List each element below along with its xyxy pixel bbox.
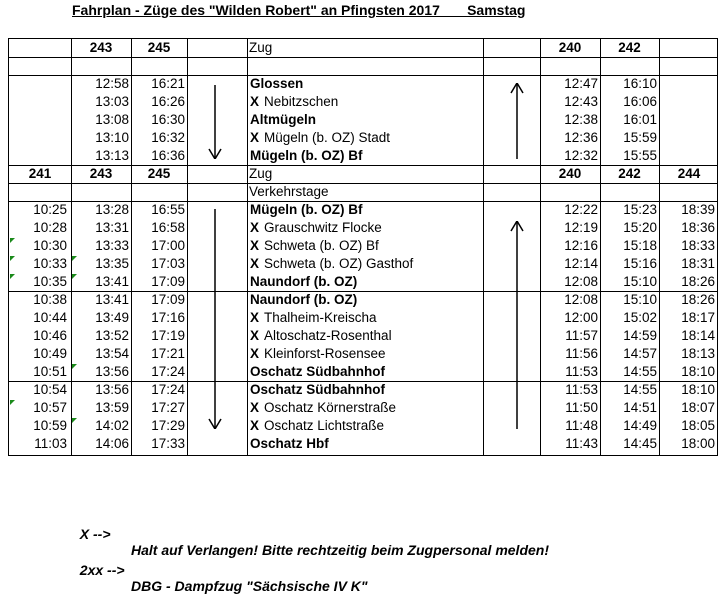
return-time: 14:45 — [623, 436, 657, 451]
grid-vline — [483, 165, 484, 455]
departure-time: 11:03 — [34, 436, 67, 451]
grid-vline — [187, 165, 188, 455]
station-name: Schweta (b. OZ) Bf — [264, 238, 379, 253]
station-name: Oschatz Lichtstraße — [264, 418, 385, 433]
return-time: 14:51 — [623, 400, 657, 415]
return-time: 14:59 — [623, 328, 657, 343]
departure-time: 10:57 — [33, 400, 67, 415]
station-name: Mügeln (b. OZ) Bf — [250, 202, 363, 217]
zug-label: Zug — [249, 166, 273, 181]
grid-hline — [9, 381, 717, 382]
up-arrow-icon — [509, 83, 525, 159]
departure-time: 16:21 — [151, 76, 185, 91]
departure-time: 16:55 — [151, 202, 185, 217]
departure-time: 13:54 — [95, 346, 129, 361]
return-time: 11:56 — [565, 346, 598, 361]
departure-time: 10:54 — [33, 382, 67, 397]
departure-time: 10:33 — [33, 256, 67, 271]
grid-vline — [659, 165, 660, 455]
station-name: Naundorf (b. OZ) — [250, 292, 358, 307]
return-time: 11:43 — [565, 436, 598, 451]
station-name: Thalheim-Kreischa — [264, 310, 377, 325]
train-number: 243 — [89, 166, 113, 181]
grid-hline — [9, 201, 717, 202]
station-name: Mügeln (b. OZ) Bf — [250, 148, 363, 163]
departure-time: 13:13 — [95, 148, 129, 163]
station-name: Grauschwitz Flocke — [264, 220, 382, 235]
return-time: 15:18 — [623, 238, 657, 253]
grid-vline — [247, 165, 248, 455]
departure-time: 10:28 — [33, 220, 67, 235]
station-name: Oschatz Südbahnhof — [250, 364, 385, 379]
departure-time: 10:38 — [33, 292, 67, 307]
verkehrstage-label: Verkehrstage — [249, 184, 329, 199]
return-time: 12:43 — [564, 94, 598, 109]
return-time: 18:13 — [681, 346, 715, 361]
return-time: 11:57 — [565, 328, 598, 343]
departure-time: 13:52 — [95, 328, 129, 343]
train-number: 240 — [558, 166, 582, 181]
departure-time: 13:31 — [95, 220, 129, 235]
return-time: 18:07 — [681, 400, 715, 415]
station-name: Altmügeln — [250, 112, 316, 127]
train-number: 245 — [147, 166, 171, 181]
return-time: 18:00 — [681, 436, 715, 451]
grid-vline — [540, 165, 541, 455]
departure-time: 16:58 — [151, 220, 185, 235]
departure-time: 17:09 — [151, 292, 185, 307]
return-time: 15:20 — [623, 220, 657, 235]
grid-hline — [9, 57, 717, 58]
departure-time: 17:24 — [151, 382, 185, 397]
return-time: 15:10 — [623, 274, 657, 289]
train-number: 240 — [558, 40, 582, 55]
return-time: 15:16 — [623, 256, 657, 271]
departure-time: 17:27 — [151, 400, 185, 415]
station-name: Oschatz Südbahnhof — [250, 382, 385, 397]
grid-vline — [131, 39, 132, 165]
request-stop-marker: X — [250, 310, 260, 325]
departure-time: 17:03 — [151, 256, 185, 271]
return-time: 14:55 — [623, 364, 657, 379]
return-time: 14:49 — [623, 418, 657, 433]
departure-time: 13:56 — [95, 364, 129, 379]
return-time: 18:05 — [681, 418, 715, 433]
return-time: 12:36 — [564, 130, 598, 145]
return-time: 12:19 — [564, 220, 598, 235]
grid-vline — [659, 39, 660, 165]
return-time: 11:53 — [565, 364, 598, 379]
departure-time: 13:33 — [95, 238, 129, 253]
return-time: 12:32 — [564, 148, 598, 163]
return-time: 18:17 — [681, 310, 715, 325]
grid-vline — [600, 165, 601, 455]
departure-time: 10:25 — [33, 202, 67, 217]
train-number: 242 — [618, 166, 641, 181]
station-name: Kleinforst-Rosensee — [264, 346, 386, 361]
departure-time: 10:44 — [33, 310, 67, 325]
return-time: 12:22 — [564, 202, 598, 217]
departure-time: 17:09 — [151, 274, 185, 289]
departure-time: 10:49 — [33, 346, 67, 361]
marker-triangle — [10, 238, 15, 243]
return-time: 12:47 — [564, 76, 598, 91]
train-number: 242 — [618, 40, 641, 55]
grid-hline — [9, 75, 717, 76]
grid-vline — [187, 39, 188, 165]
station-name: Naundorf (b. OZ) — [250, 274, 358, 289]
departure-time: 10:59 — [33, 418, 67, 433]
return-time: 12:38 — [564, 112, 598, 127]
request-stop-marker: X — [250, 418, 260, 433]
departure-time: 14:06 — [95, 436, 129, 451]
return-time: 12:00 — [564, 310, 598, 325]
return-time: 16:01 — [623, 112, 657, 127]
return-time: 15:23 — [623, 202, 657, 217]
departure-time: 13:28 — [95, 202, 129, 217]
legend-2xx-key: 2xx --> — [79, 562, 125, 578]
departure-time: 13:08 — [95, 112, 129, 127]
marker-triangle — [72, 418, 77, 423]
up-arrow-icon — [509, 221, 525, 429]
request-stop-marker: X — [250, 238, 260, 253]
departure-time: 17:24 — [151, 364, 185, 379]
grid-vline — [600, 39, 601, 165]
return-time: 14:57 — [623, 346, 657, 361]
marker-triangle — [10, 256, 15, 261]
departure-time: 17:29 — [151, 418, 185, 433]
return-time: 18:26 — [681, 292, 715, 307]
station-name: Altoschatz-Rosenthal — [264, 328, 392, 343]
departure-time: 16:32 — [151, 130, 185, 145]
return-time: 15:10 — [623, 292, 657, 307]
departure-time: 14:02 — [95, 418, 129, 433]
departure-time: 13:49 — [95, 310, 129, 325]
return-time: 11:50 — [565, 400, 598, 415]
train-number: 241 — [28, 166, 52, 181]
request-stop-marker: X — [250, 256, 260, 271]
station-name: Oschatz Körnerstraße — [264, 400, 397, 415]
return-time: 15:59 — [623, 130, 657, 145]
return-time: 18:10 — [681, 364, 715, 379]
return-time: 15:02 — [623, 310, 657, 325]
request-stop-marker: X — [250, 328, 260, 343]
departure-time: 16:26 — [151, 94, 185, 109]
legend-dampfzug — [72, 546, 368, 594]
departure-time: 17:16 — [151, 310, 185, 325]
return-time: 15:55 — [623, 148, 657, 163]
return-time: 16:10 — [623, 76, 657, 91]
down-arrow-icon — [207, 209, 223, 429]
request-stop-marker: X — [250, 400, 260, 415]
down-arrow-icon — [207, 85, 223, 159]
legend-2xx-text: DBG - Dampfzug "Sächsische IV K" — [131, 578, 368, 594]
grid-hline — [9, 165, 717, 166]
marker-triangle — [72, 364, 77, 369]
departure-time: 10:35 — [33, 274, 67, 289]
station-name: Schweta (b. OZ) Gasthof — [264, 256, 414, 271]
marker-triangle — [10, 274, 15, 279]
train-number: 245 — [147, 40, 171, 55]
departure-time: 17:00 — [151, 238, 185, 253]
station-name: Nebitzschen — [264, 94, 339, 109]
return-time: 18:10 — [681, 382, 715, 397]
marker-triangle — [72, 256, 77, 261]
departure-time: 13:10 — [95, 130, 129, 145]
grid-hline — [9, 183, 717, 184]
grid-vline — [71, 39, 72, 165]
departure-time: 13:03 — [95, 94, 129, 109]
return-time: 11:48 — [565, 418, 598, 433]
departure-time: 13:56 — [95, 382, 129, 397]
departure-time: 17:21 — [151, 346, 185, 361]
return-time: 18:33 — [681, 238, 715, 253]
departure-time: 10:46 — [33, 328, 67, 343]
request-stop-marker: X — [250, 94, 260, 109]
return-time: 12:14 — [564, 256, 598, 271]
station-name: Glossen — [250, 76, 304, 91]
grid-vline — [483, 39, 484, 165]
marker-triangle — [72, 274, 77, 279]
departure-time: 13:41 — [95, 292, 129, 307]
station-name: Oschatz Hbf — [250, 436, 329, 451]
grid-vline — [247, 39, 248, 165]
return-time: 18:36 — [681, 220, 715, 235]
marker-triangle — [10, 400, 15, 405]
grid-vline — [540, 39, 541, 165]
return-time: 11:53 — [565, 382, 598, 397]
request-stop-marker: X — [250, 130, 260, 145]
return-time: 18:26 — [681, 274, 715, 289]
departure-time: 17:19 — [151, 328, 185, 343]
return-time: 18:14 — [681, 328, 715, 343]
departure-time: 13:41 — [95, 274, 129, 289]
page-title: Fahrplan - Züge des "Wilden Robert" an Pfingsten 2017 Samstag — [72, 2, 526, 18]
return-time: 18:39 — [681, 202, 715, 217]
grid-vline — [71, 165, 72, 455]
departure-time: 16:30 — [151, 112, 185, 127]
return-time: 12:16 — [564, 238, 598, 253]
grid-vline — [131, 165, 132, 455]
train-number: 244 — [677, 166, 701, 181]
return-time: 12:08 — [564, 274, 598, 289]
departure-time: 12:58 — [95, 76, 129, 91]
departure-time: 13:35 — [95, 256, 129, 271]
zug-label: Zug — [249, 40, 273, 55]
return-time: 12:08 — [564, 292, 598, 307]
timetable — [8, 38, 718, 456]
departure-time: 10:30 — [33, 238, 67, 253]
legend-x-key: X --> — [79, 526, 111, 542]
departure-time: 16:36 — [151, 148, 185, 163]
grid-hline — [9, 291, 717, 292]
departure-time: 17:33 — [151, 436, 185, 451]
departure-time: 10:51 — [33, 364, 67, 379]
request-stop-marker: X — [250, 346, 260, 361]
return-time: 16:06 — [623, 94, 657, 109]
departure-time: 13:59 — [95, 400, 129, 415]
request-stop-marker: X — [250, 220, 260, 235]
return-time: 14:55 — [623, 382, 657, 397]
return-time: 18:31 — [681, 256, 715, 271]
legend-x-text: Halt auf Verlangen! Bitte rechtzeitig beim Zugpersonal melden! — [131, 542, 549, 558]
station-name: Mügeln (b. OZ) Stadt — [264, 130, 391, 145]
train-number: 243 — [89, 40, 113, 55]
